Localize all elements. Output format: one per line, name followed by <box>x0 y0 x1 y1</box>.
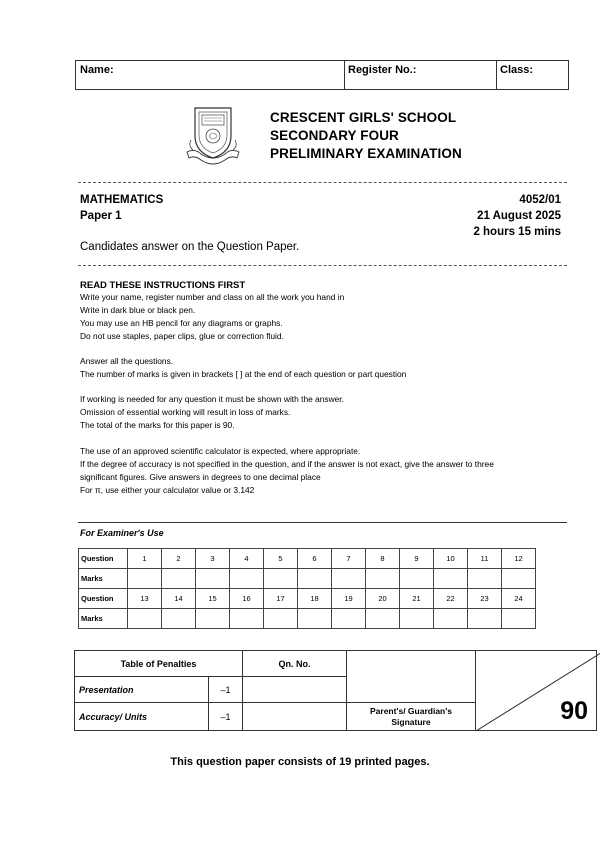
question-number: 18 <box>298 589 332 609</box>
marks-cell <box>400 569 434 589</box>
guardian-signature-label: Parent's/ Guardian's Signature <box>347 703 476 731</box>
instruction-line: The use of an approved scientific calculator is expected, where appropriate. <box>80 446 361 456</box>
marks-cell <box>162 569 196 589</box>
qn-no-label: Qn. No. <box>243 651 347 677</box>
marks-cell <box>502 569 536 589</box>
school-level: SECONDARY FOUR <box>270 128 399 143</box>
instruction-line: The number of marks is given in brackets [ ] at the end of each question or part question <box>80 369 407 379</box>
question-number: 20 <box>366 589 400 609</box>
marks-cell <box>298 609 332 629</box>
exam-title: PRELIMINARY EXAMINATION <box>270 146 462 161</box>
question-number: 15 <box>196 589 230 609</box>
marks-row <box>79 569 536 589</box>
marks-cell <box>230 569 264 589</box>
question-number: 14 <box>162 589 196 609</box>
instruction-line: The total of the marks for this paper is 90. <box>80 420 235 430</box>
exam-duration: 2 hours 15 mins <box>473 226 561 238</box>
instruction-line: Answer all the questions. <box>80 356 174 366</box>
marks-cell <box>264 569 298 589</box>
signature-space <box>347 651 476 703</box>
marks-cell <box>332 569 366 589</box>
question-label: Question <box>79 549 128 569</box>
total-marks-box <box>476 651 597 731</box>
candidate-details-box <box>75 60 569 90</box>
question-number: 4 <box>230 549 264 569</box>
school-name: CRESCENT GIRLS' SCHOOL <box>270 110 457 125</box>
instruction-line: You may use an HB pencil for any diagrams or graphs. <box>80 318 283 328</box>
question-number: 5 <box>264 549 298 569</box>
instruction-line: Omission of essential working will result in loss of marks. <box>80 407 291 417</box>
total-marks: 90 <box>560 697 588 725</box>
marks-label: Marks <box>79 609 128 629</box>
marks-cell <box>332 609 366 629</box>
marks-cell <box>502 609 536 629</box>
school-crest-logo <box>185 102 241 168</box>
divider-line <box>78 265 567 266</box>
register-label: Register No.: <box>348 64 417 76</box>
paper-code: 4052/01 <box>519 194 561 206</box>
name-label: Name: <box>80 64 114 76</box>
instruction-line: Write in dark blue or black pen. <box>80 305 196 315</box>
instruction-line: Write your name, register number and class on all the work you hand in <box>80 292 345 302</box>
question-row <box>79 549 536 569</box>
question-number: 23 <box>468 589 502 609</box>
question-number: 17 <box>264 589 298 609</box>
marks-cell <box>196 569 230 589</box>
examiner-heading: For Examiner's Use <box>80 528 164 538</box>
presentation-penalty: –1 <box>209 677 243 703</box>
question-number: 6 <box>298 549 332 569</box>
subject-title: MATHEMATICS <box>80 194 164 206</box>
question-number: 8 <box>366 549 400 569</box>
marks-cell <box>366 609 400 629</box>
marks-cell <box>298 569 332 589</box>
marks-cell <box>366 569 400 589</box>
exam-date: 21 August 2025 <box>477 210 561 222</box>
instruction-line: For π, use either your calculator value or 3.142 <box>80 485 255 495</box>
instruction-line: If the degree of accuracy is not specified in the question, and if the answer is not exact, give the answer to three <box>80 459 494 469</box>
question-number: 10 <box>434 549 468 569</box>
question-number: 1 <box>128 549 162 569</box>
instruction-line: significant figures. Give answers in degrees to one decimal place <box>80 472 321 482</box>
question-label: Question <box>79 589 128 609</box>
marks-cell <box>434 609 468 629</box>
question-number: 11 <box>468 549 502 569</box>
presentation-qn-cell <box>243 677 347 703</box>
question-number: 24 <box>502 589 536 609</box>
presentation-label: Presentation <box>75 677 209 703</box>
question-row <box>79 589 536 609</box>
question-number: 22 <box>434 589 468 609</box>
divider-line <box>78 182 567 183</box>
marks-cell <box>230 609 264 629</box>
marks-cell <box>128 609 162 629</box>
divider-line <box>78 522 567 523</box>
question-number: 19 <box>332 589 366 609</box>
answer-note: Candidates answer on the Question Paper. <box>80 241 300 253</box>
marks-cell <box>434 569 468 589</box>
examiner-marks-table <box>78 548 536 629</box>
marks-cell <box>468 609 502 629</box>
instruction-line: If working is needed for any question it must be shown with the answer. <box>80 394 344 404</box>
marks-label: Marks <box>79 569 128 589</box>
marks-cell <box>468 569 502 589</box>
question-number: 3 <box>196 549 230 569</box>
marks-cell <box>196 609 230 629</box>
accuracy-penalty: –1 <box>209 703 243 731</box>
paper-number: Paper 1 <box>80 210 122 222</box>
marks-cell <box>162 609 196 629</box>
marks-cell <box>128 569 162 589</box>
question-number: 21 <box>400 589 434 609</box>
class-label: Class: <box>500 64 534 76</box>
question-number: 2 <box>162 549 196 569</box>
penalties-title: Table of Penalties <box>75 651 243 677</box>
question-number: 9 <box>400 549 434 569</box>
instructions-heading: READ THESE INSTRUCTIONS FIRST <box>80 280 246 291</box>
instruction-line: Do not use staples, paper clips, glue or correction fluid. <box>80 331 284 341</box>
accuracy-label: Accuracy/ Units <box>75 703 209 731</box>
question-number: 7 <box>332 549 366 569</box>
marks-row <box>79 609 536 629</box>
question-number: 16 <box>230 589 264 609</box>
marks-cell <box>264 609 298 629</box>
penalties-table <box>74 650 597 731</box>
question-number: 13 <box>128 589 162 609</box>
question-number: 12 <box>502 549 536 569</box>
page-count-note: This question paper consists of 19 printed pages. <box>170 756 430 768</box>
marks-cell <box>400 609 434 629</box>
accuracy-qn-cell <box>243 703 347 731</box>
